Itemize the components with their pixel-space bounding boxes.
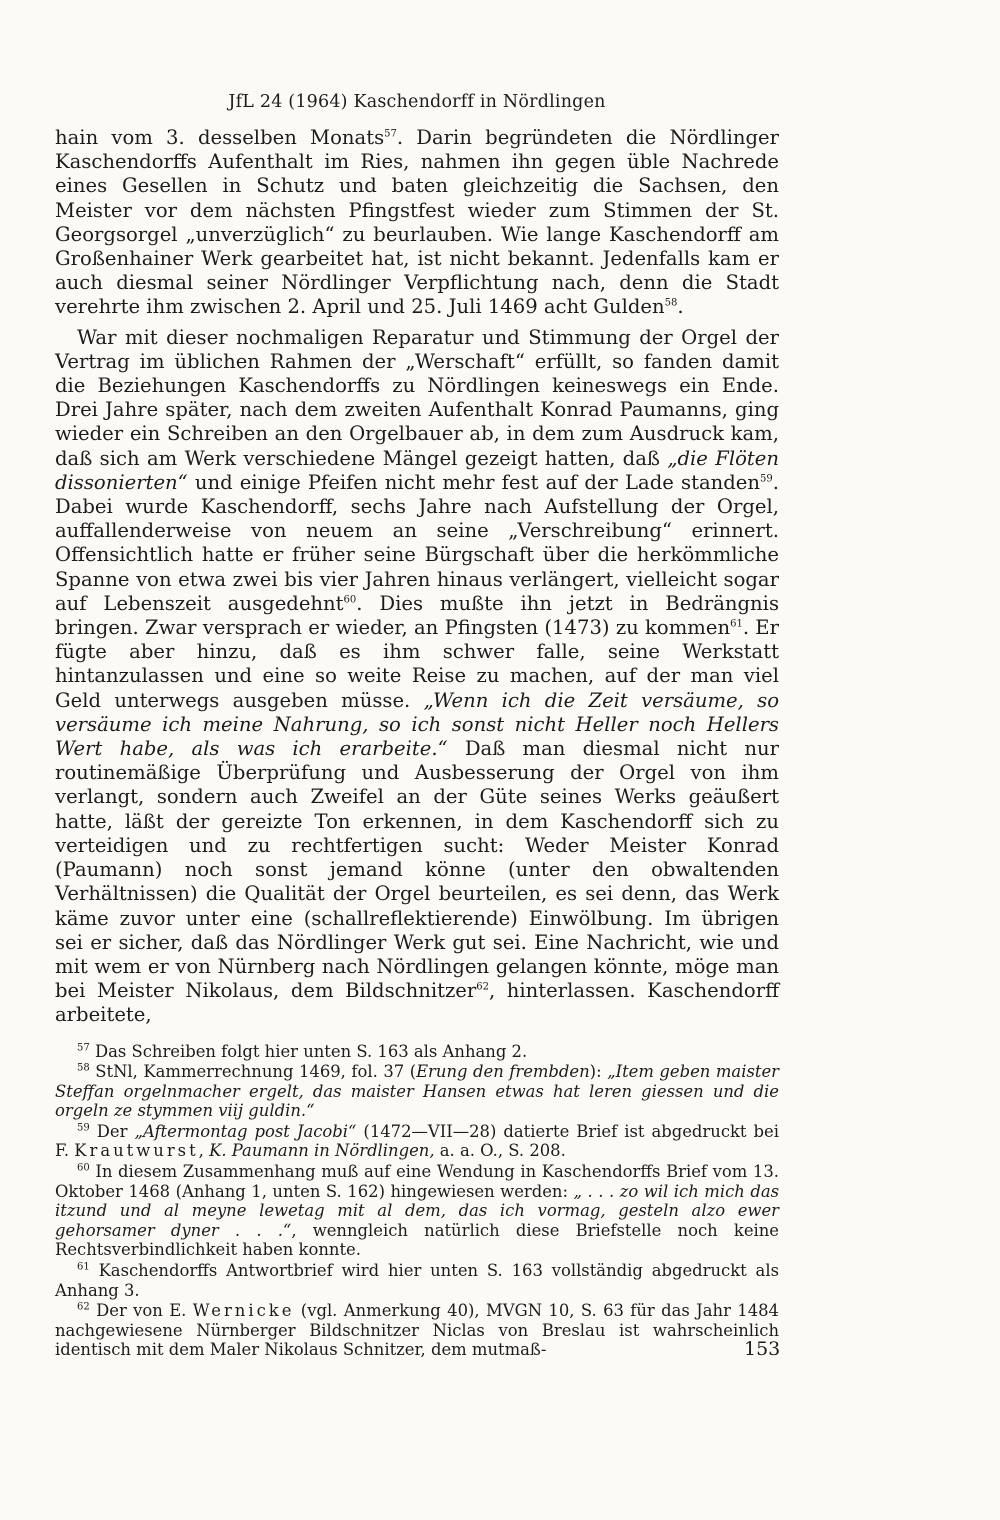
text-run: . Dabei wurde Kaschendorff, sechs Jahre nach Aufstellung der Orgel, auffallenderweise von neuem an seine „Verschreibung“ erinnert. Offensichtlich hatte er früher seine Bürgschaft über die herkömmliche Spanne von etwa zwei bis vier Jahren hinaus verlängert, vielleicht sogar auf Lebenszeit ausgedehnt (55, 470, 779, 615)
text-run: und einige Pfeifen nicht mehr fest auf der Lade standen (187, 470, 761, 494)
footnote-number: 60 (77, 1162, 90, 1174)
footnote-italic: „Item geben maister Steffan orgelnmacher ergelt, das maister Hansen etwas hat leren giessen und die orgeln ze stymmen viij guldin.“ (55, 1062, 779, 1121)
footnote-number: 59 (77, 1122, 90, 1134)
author-name: Krautwurst (74, 1141, 199, 1161)
footnote-italic: Erung den frembden (416, 1062, 590, 1082)
footnote-ref: 58 (664, 297, 678, 309)
body-paragraph-2 (55, 326, 779, 1028)
footnote-number: 62 (77, 1301, 90, 1313)
footnote-ref: 60 (343, 594, 357, 606)
author-name: Wernicke (192, 1301, 295, 1321)
text-run: . Dies mußte ihn jetzt in Bedrängnis bringen. Zwar versprach er wieder, an Pfingsten (1473) zu kommen (55, 591, 779, 640)
footnote-59 (55, 1122, 779, 1161)
footnote-text: a. a. O., S. 208. (434, 1141, 566, 1161)
footnote-text: StNl, Kammerrechnung 1469, fol. 37 ( (89, 1062, 417, 1082)
footnote-text: Das Schreiben folgt hier unten S. 163 als Anhang 2. (89, 1041, 528, 1061)
footnote-ref: 62 (476, 981, 489, 993)
footnote-text: (1472—VII—28) datierte Brief ist abgedruckt bei F. (55, 1121, 779, 1161)
footnote-italic: K. Paumann in Nördlingen, (209, 1141, 435, 1161)
footnote-62 (55, 1301, 779, 1360)
quote-italic: „Wenn ich die Zeit versäume, so versäume ich meine Nahrung, so ich sonst nicht Heller noch Hellers Wert habe, als was ich erarbeite.“ (55, 688, 779, 761)
quote-italic: „die Flöten dissonierten“ (55, 446, 780, 494)
text-run: . Darin begründeten die Nördlinger Kaschendorffs Aufenthalt im Ries, nahmen ihn gegen üble Nachrede eines Gesellen in Schutz und baten gleichzeitig die Sachsen, den Meister vor dem nächsten Pfingstfest wieder zum Stimmen der St. Georgsorgel „unverzüglich“ zu beurlauben. Wie lange Kaschendorff am Großenhainer Werk gearbeitet hat, ist nicht bekannt. Jedenfalls kam er auch diesmal seiner Nördlinger Verpflichtung nach, denn die Stadt verehrte ihm zwischen 2. April und 25. Juli 1469 acht Gulden (55, 126, 779, 319)
footnote-number: 61 (77, 1261, 90, 1273)
footnote-57 (55, 1042, 779, 1062)
footnote-text: (vgl. Anmerkung 40), MVGN 10, S. 63 für das Jahr 1484 nachgewiesene Nürnberger Bildschnitzer Niclas von Breslau ist wahrscheinlich identisch mit dem Maler Nikolaus Schnitzer, dem mutmaß- (55, 1301, 779, 1360)
page-number: 153 (744, 1338, 781, 1360)
footnote-number: 57 (77, 1042, 90, 1054)
text-run: War mit dieser nochmaligen Reparatur und Stimmung der Orgel der Vertrag im üblichen Rahmen der „Werschaft“ erfüllt, so fanden damit die Beziehungen Kaschendorffs zu Nördlingen keineswegs ein Ende. Drei Jahre später, nach dem zweiten Aufenthalt Konrad Paumanns, ging wieder ein Schreiben an den Orgelbauer ab, in dem zum Ausdruck kam, daß sich am Werk verschiedene Mängel gezeigt hatten, daß (55, 325, 779, 470)
footnote-number: 58 (77, 1062, 90, 1074)
text-run: . (677, 295, 684, 319)
footnote-text: Der (89, 1121, 135, 1141)
text-run: hain vom 3. desselben Monats (55, 126, 385, 149)
footnote-text: Kaschendorffs Antwortbrief wird hier unten S. 163 vollständig abgedruckt als Anhang 3. (55, 1261, 779, 1300)
text-run: Daß man diesmal nicht nur routinemäßige Überprüfung und Ausbesserung der Orgel von ihm verlangt, sondern auch Zweifel an der Güte seines Werks geäußert hatte, läßt der gereizte Ton erkennen, in dem Kaschendorff sich zu verteidigen und zu rechtfertigen sucht: Weder Meister Konrad (Paumann) noch sonst jemand könne (unter den obwaltenden Verhältnissen) die Qualität der Orgel beurteilen, es sei denn, das Werk käme zuvor unter eine (schallreflektierende) Einwölbung. Im übrigen sei er sicher, daß das Nördlinger Werk gut sei. Eine Nachricht, wie und mit wem er von Nürnberg nach Nördlingen gelangen könnte, möge man bei Meister Nikolaus, dem Bildschnitzer (55, 737, 780, 1003)
page (55, 92, 779, 1360)
footnote-text: In diesem Zusammenhang muß auf eine Wendung in Kaschendorffs Brief vom 13. Oktober 1468 (Anhang 1, unten S. 162) hingewiesen werden: (55, 1162, 779, 1201)
text-run: , hinterlassen. Kaschendorff arbeitete, (55, 979, 779, 1027)
running-head: JfL 24 (1964) Kaschendorff in Nördlingen (228, 92, 606, 112)
footnote-ref: 59 (760, 473, 773, 485)
footnote-italic: „Aftermontag post Jacobi“ (134, 1121, 357, 1141)
footnote-text: , wenngleich natürlich diese Briefstelle noch keine Rechtsverbindlichkeit haben konnte. (55, 1220, 780, 1260)
footnote-text: ): (589, 1062, 608, 1082)
footnote-text: , (198, 1141, 210, 1161)
footnote-60 (55, 1162, 779, 1260)
footnote-ref: 57 (384, 128, 397, 140)
footnote-61 (55, 1261, 779, 1300)
text-run: . Er fügte aber hinzu, daß es ihm schwer falle, seine Werkstatt hintanzulassen und eine so weite Reise zu machen, auf der man viel Geld unterwegs ausgeben müsse. (55, 616, 779, 712)
footnote-italic: „ . . . zo wil ich mich das itzund und al meyne lewetag mit al dem, das ich vormag, gesteln alzo ewer gehorsamer dyner . . .“ (55, 1181, 779, 1240)
footnote-text: Der von E. (89, 1301, 193, 1321)
footnotes (55, 1042, 779, 1361)
body-paragraph-1 (55, 126, 779, 320)
footnote-ref: 61 (730, 618, 743, 630)
footnote-58 (55, 1062, 779, 1121)
